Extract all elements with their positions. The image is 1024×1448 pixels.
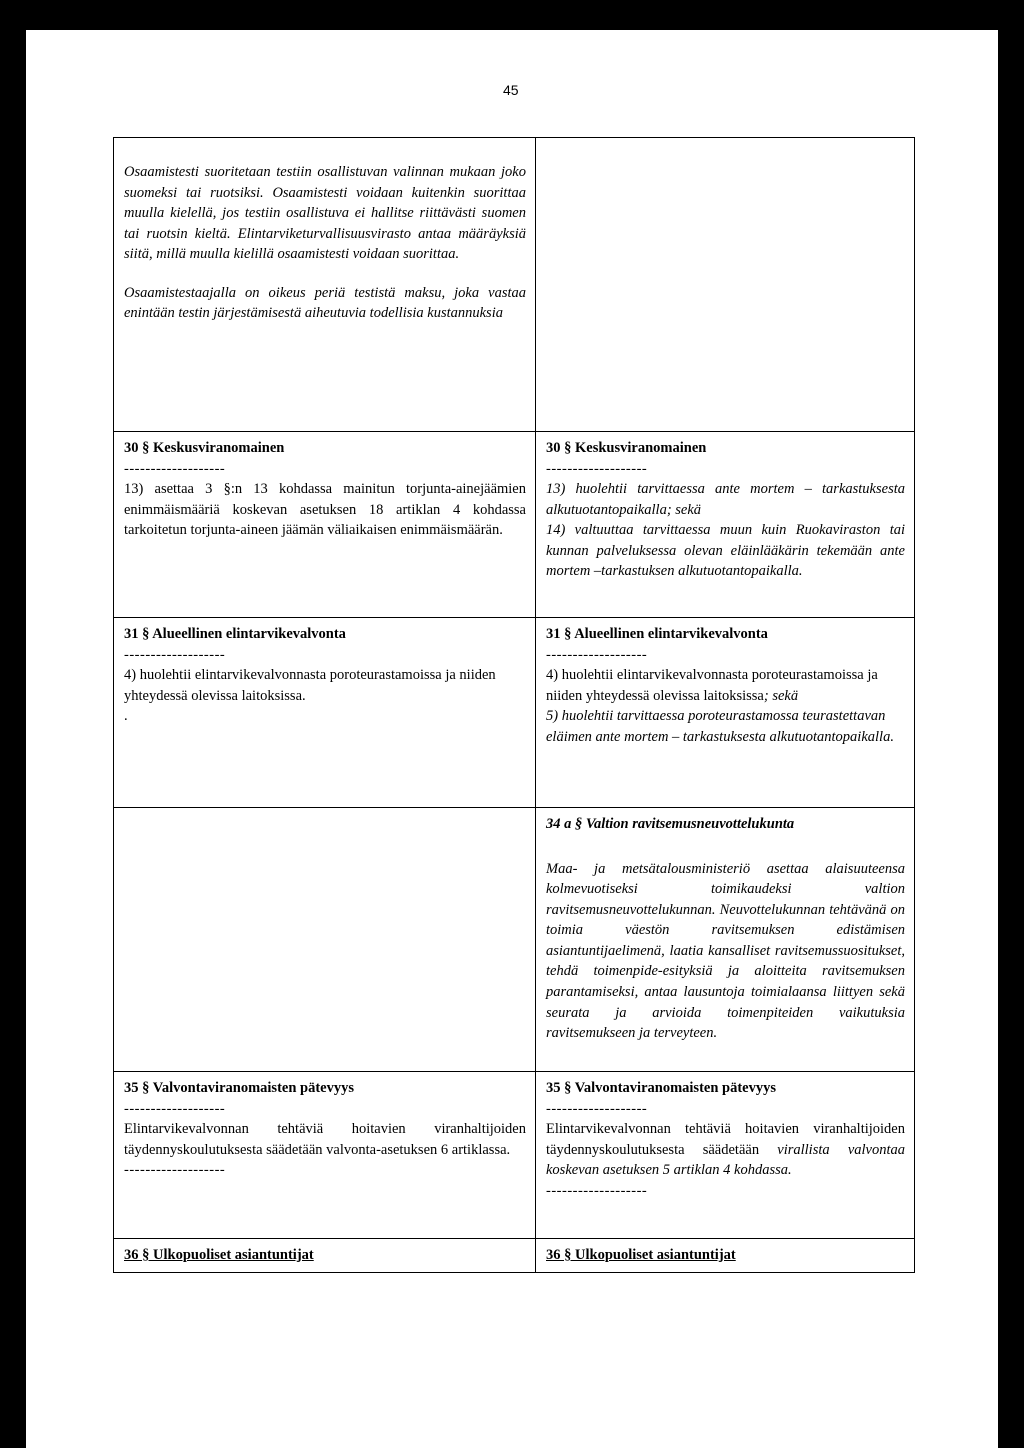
- left-cell: [114, 1072, 536, 1239]
- right-cell: [536, 1239, 915, 1273]
- section-heading: 31 § Alueellinen elintarvikevalvonta: [124, 626, 346, 642]
- paragraph: 13) asettaa 3 §:n 13 kohdassa mainitun torjunta-ainejäämien enimmäismääriä koskevan asetuksen 18 artiklan 4 kohdassa tarkoitetun torjunta-aineen jäämän väliaikaisen enimmäismäärän.: [124, 481, 526, 539]
- table-row: [114, 432, 915, 618]
- paragraph-text: 4) huolehtii elintarvikevalvonnasta poroteurastamoissa ja niiden yhteydessä olevissa laitoksissa: [546, 667, 878, 704]
- paragraph: 5) huolehtii tarvittaessa poroteurastamossa teurastettavan eläimen ante mortem – tarkastuksesta alkutuotantopaikalla.: [546, 708, 894, 745]
- dash-separator: -------------------: [124, 460, 226, 477]
- paragraph-text-italic: virallista valvontaa koskevan asetuksen 5 artiklan 4 kohdassa.: [546, 1141, 905, 1179]
- dash-separator: -------------------: [124, 646, 226, 663]
- dash-separator: -------------------: [546, 1100, 648, 1117]
- table-row: [114, 138, 915, 432]
- paragraph: 13) huolehtii tarvittaessa ante mortem – tarkastuksesta alkutuotantopaikalla; sekä: [546, 481, 905, 518]
- left-cell: [114, 432, 536, 618]
- right-cell: [536, 138, 915, 432]
- right-cell: [536, 808, 915, 1072]
- paragraph: [546, 1119, 905, 1181]
- paragraph-text-italic: ; sekä: [763, 687, 799, 704]
- stray-dot: .: [124, 708, 128, 725]
- paragraph: [546, 665, 905, 706]
- left-cell: [114, 808, 536, 1072]
- section-heading: 34 a § Valtion ravitsemusneuvottelukunta: [546, 816, 795, 832]
- right-cell: [536, 1072, 915, 1239]
- paragraph: Osaamistestaajalla on oikeus periä testistä maksu, joka vastaa enintään testin järjestämisestä aiheutuvia todellisia kustannuksia: [124, 284, 526, 322]
- left-cell: [114, 1239, 536, 1273]
- section-heading: 30 § Keskusviranomainen: [546, 440, 707, 456]
- right-cell: [536, 618, 915, 808]
- section-heading: 36 § Ulkopuoliset asiantuntijat: [546, 1247, 736, 1263]
- dash-separator: -------------------: [546, 646, 648, 663]
- right-cell: [536, 432, 915, 618]
- left-cell: [114, 618, 536, 808]
- comparison-table: [113, 137, 915, 1273]
- paragraph: Elintarvikevalvonnan tehtäviä hoitavien viranhaltijoiden täydennyskoulutuksesta säädetään valvonta-asetuksen 6 artiklassa.: [124, 1121, 526, 1158]
- page-number: 45: [503, 82, 519, 98]
- paragraph: 4) huolehtii elintarvikevalvonnasta poroteurastamoissa ja niiden yhteydessä olevissa laitoksissa.: [124, 667, 496, 704]
- paragraph: Maa- ja metsätalousministeriö asettaa alaisuuteensa kolmevuotiseksi toimikaudeksi valtion ravitsemusneuvottelukunnan. Neuvottelukunnan tehtävänä on toimia väestön ravitsemuksen edistämisen asiantuntijaelimenä, laatia kansalliset ravitsemussuositukset, tehdä toimenpide-esityksiä ja aloitteita ravitsemuksen parantamiseksi, antaa lausuntoja toimialaansa liittyen sekä seurata ja arvioida toimenpiteiden vaikutuksia ravitsemukseen ja terveyteen.: [546, 860, 905, 1042]
- table-row: [114, 618, 915, 808]
- table-row: [114, 1239, 915, 1273]
- dash-separator: -------------------: [124, 1162, 226, 1179]
- paragraph: Osaamistesti suoritetaan testiin osallistuvan valinnan mukaan joko suomeksi tai ruotsiksi. Osaamistesti voidaan kuitenkin suorittaa muulla kielellä, jos testiin osallistuva ei hallitse riittävästi suomen tai ruotsin kieltä. Elintarviketurvallisuusvirasto antaa määräyksiä siitä, millä muulla kielillä osaamistesti voidaan suorittaa.: [124, 164, 526, 263]
- paragraph: 14) valtuuttaa tarvittaessa muun kuin Ruokaviraston tai kunnan palveluksessa olevan eläinlääkärin tekemään ante mortem –tarkastuksen alkutuotantopaikalla.: [546, 522, 905, 580]
- table-row: [114, 1072, 915, 1239]
- paragraph-text: Elintarvikevalvonnan tehtäviä hoitavien viranhaltijoiden täydennyskoulutuksesta säädetään: [546, 1121, 905, 1158]
- section-heading: 35 § Valvontaviranomaisten pätevyys: [124, 1080, 355, 1096]
- section-heading: 31 § Alueellinen elintarvikevalvonta: [546, 626, 768, 642]
- section-heading: 35 § Valvontaviranomaisten pätevyys: [546, 1080, 777, 1096]
- left-cell: [114, 138, 536, 432]
- dash-separator: -------------------: [546, 1182, 648, 1199]
- table-row: [114, 808, 915, 1072]
- section-heading: 36 § Ulkopuoliset asiantuntijat: [124, 1247, 314, 1263]
- dash-separator: -------------------: [124, 1100, 226, 1117]
- section-heading: 30 § Keskusviranomainen: [124, 440, 285, 456]
- dash-separator: -------------------: [546, 460, 648, 477]
